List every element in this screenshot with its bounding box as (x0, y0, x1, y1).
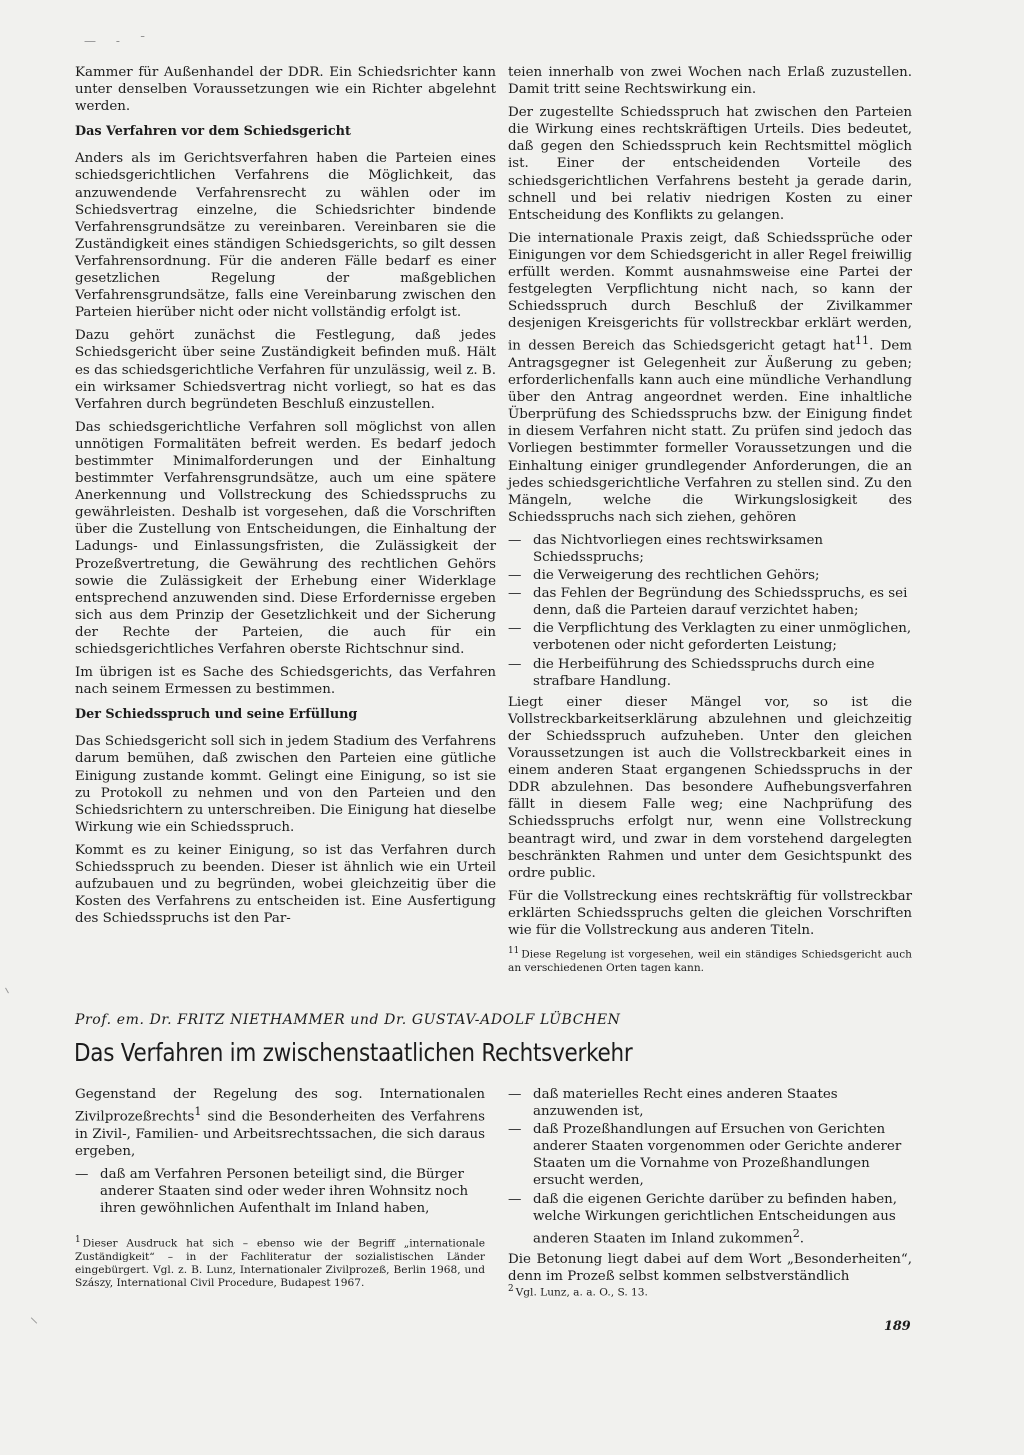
list-item-text: daß materielles Recht eines anderen Staates anzuwenden ist, (533, 1087, 838, 1120)
list-item (508, 1191, 912, 1248)
article-list-right (508, 1086, 912, 1247)
text-run: Die internationale Praxis zeigt, daß Schiedssprüche oder Einigungen vor dem Schiedsgericht in aller Regel freiwillig erfüllt werden. Kommt ausnahmsweise eine Partei der festgelegten Verpflichtung nicht nach, so kann der Schiedsspruch durch Beschluß der Zivilkammer desjenigen Kreisgerichts für vollstreckbar erklärt werden, in dessen Bereich das Schiedsgericht getagt hat (508, 230, 912, 354)
dash-marker: — (75, 1166, 89, 1182)
paragraph: Im übrigen ist es Sache des Schiedsgerichts, das Verfahren nach seinem Ermessen zu bestimmen. (75, 665, 496, 698)
article-byline: Prof. em. Dr. FRITZ NIETHAMMER und Dr. GUSTAV-ADOLF LÜBCHEN (75, 1012, 621, 1028)
text-run: Gegenstand der Regelung des sog. Internationalen Zivilprozeßrechts (75, 1087, 485, 1125)
list-item-text: das Nichtvorliegen eines rechtswirksamen Schiedsspruchs; (533, 532, 824, 565)
text-run: . (799, 1231, 805, 1247)
paragraph: Die Betonung liegt dabei auf dem Wort „Besonderheiten“, denn im Prozeß selbst kommen selbstverständlich (508, 1252, 912, 1285)
list-item (508, 585, 912, 619)
dash-marker: — (508, 1087, 522, 1102)
paragraph: Kammer für Außenhandel der DDR. Ein Schiedsrichter kann unter denselben Voraussetzungen wie ein Richter abgelehnt werden. (75, 65, 496, 115)
page-number: 189 (884, 1319, 911, 1334)
paragraph (75, 1086, 485, 1160)
dash-marker: — (508, 1191, 522, 1207)
article-left-column (75, 1086, 485, 1221)
list-item-text: daß Prozeßhandlungen auf Ersuchen von Gerichten anderer Staaten vorgenommen oder Gerichte anderer Staaten um die Vornahme von Prozeßhandlungen ersucht werden, (533, 1122, 902, 1189)
paragraph: Anders als im Gerichtsverfahren haben die Parteien eines schiedsgerichtlichen Verfahrens die Möglichkeit, das anzuwendende Verfahrensrecht zu wählen oder im Schiedsvertrag einzelne, die Schiedsrichter bindende Verfahrensgrundsätze zu vereinbaren. Vereinbaren sie die Zuständigkeit eines ständigen Schiedsgerichts, so gilt dessen Verfahrensordnung. Für die anderen Fälle bedarf es einer gesetzlichen Regelung der maßgeblichen Verfahrensgrundsätze, falls eine Vereinbarung zwischen den Parteien hierüber nicht oder nicht vollständig erfolgt ist. (75, 151, 496, 321)
list-item (508, 567, 912, 584)
left-column (75, 64, 496, 933)
list-item-text: das Fehlen der Begründung des Schiedsspruchs, es sei denn, daß die Parteien darauf verzichtet haben; (533, 586, 908, 619)
margin-mark (5, 988, 9, 994)
text-run: sind die Besonderheiten des Verfahrens in Zivil-, Familien- und Arbeitsrechtssachen, die sich daraus ergeben, (75, 1109, 485, 1159)
section-heading-arbitral-award: Der Schiedsspruch und seine Erfüllung (75, 707, 358, 723)
list-item-text: daß am Verfahren Personen beteiligt sind, die Bürger anderer Staaten sind oder weder ihren Wohnsitz noch ihren gewöhnlichen Aufenthalt im Inland haben, (100, 1166, 469, 1217)
footnote-1 (75, 1234, 485, 1290)
footnote-text: Diese Regelung ist vorgesehen, weil ein ständiges Schiedsgericht auch an verschiedenen Orten tagen kann. (508, 948, 912, 974)
footnote-text: Dieser Ausdruck hat sich – ebenso wie der Begriff „internationale Zuständigkeit“ – in der Fachliteratur der sozialistischen Länder eingebürgert. Vgl. z. B. Lunz, Internationaler Zivilprozeß, Berlin 1968, und Szászy, International Civil Procedure, Budapest 1967. (75, 1237, 485, 1289)
defects-list (508, 532, 912, 690)
footnote-ref-11: 11 (854, 334, 870, 348)
list-item-text: die Verpflichtung des Verklagten zu einer unmöglichen, verbotenen oder nicht geforderten Leistung; (533, 621, 912, 654)
footnote-mark: 2 (508, 1284, 514, 1294)
list-item (508, 656, 912, 690)
dash-marker: — (508, 621, 522, 637)
footnote-mark: 11 (508, 946, 520, 957)
footnote-2 (508, 1283, 912, 1300)
list-item-text: daß die eigenen Gerichte darüber zu befinden haben, welche Wirkungen gerichtlichen Entscheidungen aus anderen Staaten im Inland zukommen (533, 1191, 897, 1247)
paragraph: Kommt es zu keiner Einigung, so ist das Verfahren durch Schiedsspruch zu beenden. Dieser ist ähnlich wie ein Urteil aufzubauen und zu begründen, wobei gleichzeitig über die Kosten des Verfahrens zu entscheiden ist. Eine Ausfertigung des Schiedsspruchs ist den Par- (75, 842, 496, 927)
paragraph: Das schiedsgerichtliche Verfahren soll möglichst von allen unnötigen Formalitäten befreit werden. Es bedarf jedoch bestimmter Minimalforderungen und der Einhaltung bestimmter Verfahrensgrundsätze, auch um eine spätere Anerkennung und Vollstreckung des Schiedsspruchs zu gewährleisten. Deshalb ist vorgesehen, daß die Vorschriften über die Zustellung von Entscheidungen, die Einhaltung der Ladungs- und Einlassungsfristen, die Zulässigkeit der Prozeßvertretung, die Gewährung des rechtlichen Gehörs sowie die Zulässigkeit der Erhebung einer Widerklage entsprechend anzuwenden sind. Diese Erfordernisse ergeben sich aus dem Prinzip der Gesetzlichkeit und der Sicherung der Rechte der Parteien, die auch für ein schiedsgerichtliches Verfahren oberste Richtschnur sind. (75, 419, 496, 657)
footnote-mark: 1 (75, 1235, 81, 1245)
list-item-text: die Verweigerung des rechtlichen Gehörs; (533, 568, 820, 584)
dash-marker: — (508, 568, 522, 584)
list-item (508, 1086, 912, 1120)
article-title: Das Verfahren im zwischenstaatlichen Rechtsverkehr (74, 1038, 633, 1067)
list-item-text: die Herbeiführung des Schiedsspruchs durch eine strafbare Handlung. (533, 656, 875, 689)
paragraph: Liegt einer dieser Mängel vor, so ist die Vollstreckbarkeitserklärung abzulehnen und gleichzeitig der Schiedsspruch aufzuheben. Unter den gleichen Voraussetzungen ist auch die Vollstreckbarkeit eines in einem anderen Staat ergangenen Schiedsspruchs in der DDR abzulehnen. Das besondere Aufhebungsverfahren fällt in diesem Falle weg; eine Nachprüfung des Schiedsspruchs erfolgt nur, wenn eine Vollstreckung beantragt wird, und zwar in dem vorstehend dargelegten beschränkten Rahmen und unter dem Gesichtspunkt des ordre public. (508, 694, 912, 881)
paragraph: Das Schiedsgericht soll sich in jedem Stadium des Verfahrens darum bemühen, daß zwischen den Parteien eine gütliche Einigung zustande kommt. Gelingt eine Einigung, so ist sie zu Protokoll zu nehmen und von den Parteien und den Schiedsrichtern zu unterschreiben. Die Einigung hat dieselbe Wirkung wie ein Schiedsspruch. (75, 734, 496, 835)
paragraph: teien innerhalb von zwei Wochen nach Erlaß zuzustellen. Damit tritt seine Rechtswirkung ein. (508, 65, 912, 98)
dash-marker: — (508, 586, 522, 602)
footnote-ref-2: 2 (792, 1226, 800, 1240)
dash-marker: — (508, 656, 522, 672)
footnote-text: Vgl. Lunz, a. a. O., S. 13. (515, 1286, 648, 1299)
footnote-ref-1: 1 (194, 1105, 202, 1119)
list-item (508, 1121, 912, 1189)
article-right-column (508, 1086, 912, 1292)
section-heading-arbitration-procedure: Das Verfahren vor dem Schiedsgericht (75, 124, 351, 140)
paragraph: Der zugestellte Schiedsspruch hat zwischen den Parteien die Wirkung eines rechtskräftigen Urteils. Dies bedeutet, daß gegen den Schiedsspruch kein Rechtsmittel möglich ist. Einer der entscheidenden Vorteile des schiedsgerichtlichen Verfahrens besteht ja gerade darin, schnell und bei relativ niedrigen Kosten zu einer Entscheidung des Konflikts zu gelangen. (508, 105, 912, 223)
dash-marker: — (508, 1122, 522, 1138)
paragraph (508, 230, 912, 526)
paragraph: Für die Vollstreckung eines rechtskräftig für vollstreckbar erklärten Schiedsspruchs gelten die gleichen Vorschriften wie für die Vollstreckung aus anderen Titeln. (508, 888, 912, 938)
list-item (508, 620, 912, 654)
margin-mark (31, 1317, 37, 1323)
paragraph: Dazu gehört zunächst die Festlegung, daß jedes Schiedsgericht über seine Zuständigkeit befinden muß. Hält es das schiedsgerichtliche Verfahren für unzulässig, weil z. B. ein wirksamer Schiedsvertrag nicht vorliegt, so hat es das Verfahren durch begründeten Beschluß einzustellen. (75, 328, 496, 412)
list-item (508, 532, 912, 566)
header-marks: — - ˉ (84, 34, 154, 48)
text-run: . Dem Antragsgegner ist Gelegenheit zur Äußerung zu geben; erforderlichenfalls kann auch eine mündliche Verhandlung über den Antrag angeordnet werden. Eine inhaltliche Überprüfung des Schiedsspruchs bzw. der Einigung findet in diesem Verfahren nicht statt. Zu prüfen sind jedoch das Vorliegen bestimmter formeller Voraussetzungen und die Einhaltung einiger grundlegender Anforderungen, die an jedes schiedsgerichtliche Verfahren zu stellen sind. Zu den Mängeln, welche die Wirkungslosigkeit des Schiedsspruchs nach sich ziehen, gehören (508, 338, 912, 525)
list-item (75, 1166, 485, 1217)
right-column (508, 64, 912, 975)
dash-marker: — (508, 532, 522, 548)
article-list-left (75, 1166, 485, 1217)
footnote-11 (508, 945, 912, 975)
